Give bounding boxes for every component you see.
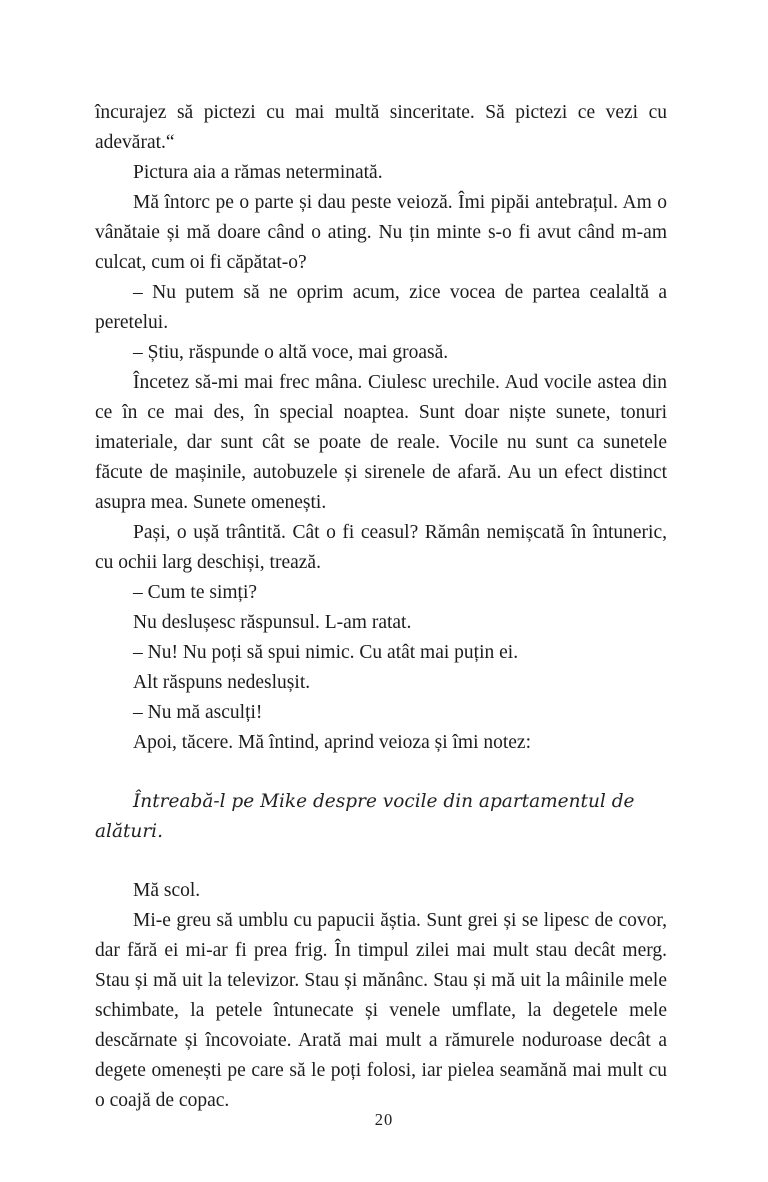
paragraph: Încetez să-mi mai frec mâna. Ciulesc urechile. Aud vocile astea din ce în ce mai des, în special noaptea. Sunt doar niște sunete, tonuri imateriale, dar sunt cât se poate de reale. Vocile nu sunt ca sunetele făcute de mașinile, autobuzele și sirenele de afară. Au un efect distinct asupra mea. Sunete omenești.: [95, 372, 667, 513]
body-text: [95, 98, 667, 1116]
paragraph: Alt răspuns nedeslușit.: [133, 672, 311, 693]
paragraph: Mi-e greu să umblu cu papucii ăștia. Sunt grei și se lipesc de covor, dar fără ei mi-ar fi prea frig. În timpul zilei mai mult stau decât merg. Stau și mă uit la televizor. Stau și mănânc. Stau și mă uit la mâinile mele schimbate, la petele întunecate și venele umflate, la degetele mele descărnate și încovoiate. Arată mai mult a rămurele noduroase decât a degete omenești pe care să le poți folosi, iar pielea seamănă mai mult cu o coajă de copac.: [95, 910, 667, 1111]
paragraph-dialogue: – Nu mă asculți!: [133, 702, 263, 723]
paragraph: Mă scol.: [133, 880, 201, 901]
paragraph: Pași, o ușă trântită. Cât o fi ceasul? Rămân nemișcată în întuneric, cu ochii larg deschiși, trează.: [95, 522, 667, 573]
paragraph-dialogue: – Nu! Nu poți să spui nimic. Cu atât mai puțin ei.: [133, 642, 519, 663]
paragraph-dialogue: – Știu, răspunde o altă voce, mai groasă.: [133, 342, 449, 363]
paragraph-dialogue: – Nu putem să ne oprim acum, zice vocea de partea cealaltă a peretelui.: [95, 282, 667, 333]
paragraph: Mă întorc pe o parte și dau peste veioză. Îmi pipăi antebrațul. Am o vânătaie și mă doare când o ating. Nu țin minte s-o fi avut când m-am culcat, cum oi fi căpătat-o?: [95, 192, 667, 273]
paragraph: Apoi, tăcere. Mă întind, aprind veioza și îmi notez:: [133, 732, 532, 753]
page-number: 20: [374, 1110, 394, 1129]
handwritten-note: Întreabă-l pe Mike despre vocile din apartamentul de alături.: [95, 791, 635, 842]
paragraph: Pictura aia a rămas neterminată.: [133, 162, 383, 183]
paragraph-continuation: încurajez să pictezi cu mai multă sinceritate. Să pictezi ce vezi cu adevărat.“: [95, 102, 667, 153]
paragraph: Nu deslușesc răspunsul. L-am ratat.: [133, 612, 412, 633]
paragraph-dialogue: – Cum te simți?: [133, 582, 258, 603]
